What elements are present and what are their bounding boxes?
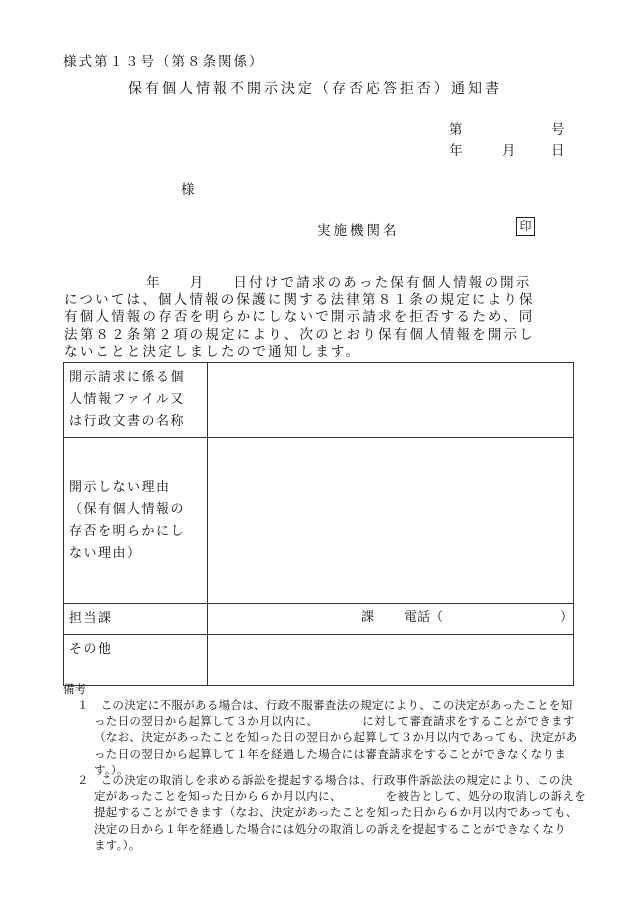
notice-body xyxy=(64,275,574,361)
date-month: 月 xyxy=(502,143,516,159)
decision-table xyxy=(63,362,574,686)
note-2-line-5: ます。）。 xyxy=(94,837,141,852)
date-year: 年 xyxy=(449,143,463,159)
body-line-3: 有個人情報の存否を明らかにしないで開示請求を拒否するため、同 xyxy=(64,309,535,326)
table-row xyxy=(64,604,574,635)
file-name-field[interactable] xyxy=(208,363,574,438)
doc-number-prefix: 第 xyxy=(449,122,463,138)
phone-close: ） xyxy=(560,610,574,625)
file-name-label xyxy=(64,363,208,438)
body-year: 年 xyxy=(146,275,162,291)
table-row xyxy=(64,438,574,604)
note-2-line-2b: を被告として、処分の取消しの訴えを xyxy=(385,789,587,804)
note-2-line-2a: 定があったことを知った日から６か月以内に、 xyxy=(94,789,342,804)
reason-field[interactable] xyxy=(208,438,574,604)
note-2-line-3: 提起することができます（なお、決定があったことを知った日から６か月以内であっても、 xyxy=(94,805,578,820)
note-1-line-4: った日の翌日から起算して１年を経過した場合には審査請求をすることができなくなりま xyxy=(94,746,566,761)
agency-name-label: 実施機関名 xyxy=(317,223,400,239)
phone-label: 電話（ xyxy=(404,610,444,625)
body-line-1-text: 日付けで請求のあった保有個人情報の開示 xyxy=(233,275,532,291)
body-line-1 xyxy=(64,275,574,292)
note-1-line-1: この決定に不服がある場合は、行政不服審査法の規定により、この決定があったことを知 xyxy=(100,698,573,712)
document-title: 保有個人情報不開示決定（存否応答拒否）通知書 xyxy=(128,81,502,97)
other-field[interactable] xyxy=(208,635,574,686)
note-1-line-5: す。）。 xyxy=(94,762,129,777)
file-name-label-3: は行政文書の名称 xyxy=(69,414,186,429)
other-label: その他 xyxy=(64,635,208,686)
body-month: 月 xyxy=(189,275,206,291)
file-name-label-2: 人情報ファイル又 xyxy=(69,392,185,407)
section-suffix: 課 xyxy=(361,610,375,625)
note-2 xyxy=(77,772,587,853)
department-label: 担当課 xyxy=(64,604,208,635)
note-1 xyxy=(77,697,577,778)
table-row xyxy=(64,363,574,438)
seal-stamp: 印 xyxy=(516,217,535,236)
reason-label-2: （保有個人情報の xyxy=(69,501,186,517)
reason-label xyxy=(64,438,208,604)
notes-heading: 備考 xyxy=(63,682,86,696)
doc-number-suffix: 号 xyxy=(551,122,565,138)
note-1-line-2a: った日の翌日から起算して３か月以内に、 xyxy=(94,714,319,729)
body-line-4: 法第８２条第２項の規定により、次のとおり保有個人情報を開示し xyxy=(64,326,535,343)
body-line-5: ないことと決定しましたので通知します。 xyxy=(64,343,362,360)
note-2-number: ２ xyxy=(77,773,89,787)
table-row xyxy=(64,635,574,686)
note-1-line-2b: に対して審査請求をすることができます xyxy=(362,714,575,729)
note-2-line-1: この決定の取消しを求める訴訟を提起する場合は、行政事件訴訟法の規定により、この決 xyxy=(100,773,573,787)
note-1-number: １ xyxy=(77,698,89,712)
body-line-2: については、個人情報の保護に関する法律第８１条の規定により保 xyxy=(64,292,535,309)
date-day: 日 xyxy=(551,143,565,159)
note-1-line-3: （なお、決定があったことを知った日の翌日から起算して３か月以内であっても、決定があ xyxy=(94,730,578,745)
file-name-label-1: 開示請求に係る個 xyxy=(69,370,186,385)
reason-label-3: 存否を明らかにし xyxy=(69,523,186,539)
reason-label-1: 開示しない理由 xyxy=(69,479,171,495)
note-2-line-4: 決定の日から１年を経過した場合には処分の取消しの訴えを提起することができなくなり xyxy=(94,821,566,836)
addressee-honorific: 様 xyxy=(181,182,195,198)
department-field[interactable] xyxy=(208,604,574,635)
form-number: 様式第１３号（第８条関係） xyxy=(63,54,265,70)
reason-label-4: ない理由） xyxy=(69,545,142,561)
